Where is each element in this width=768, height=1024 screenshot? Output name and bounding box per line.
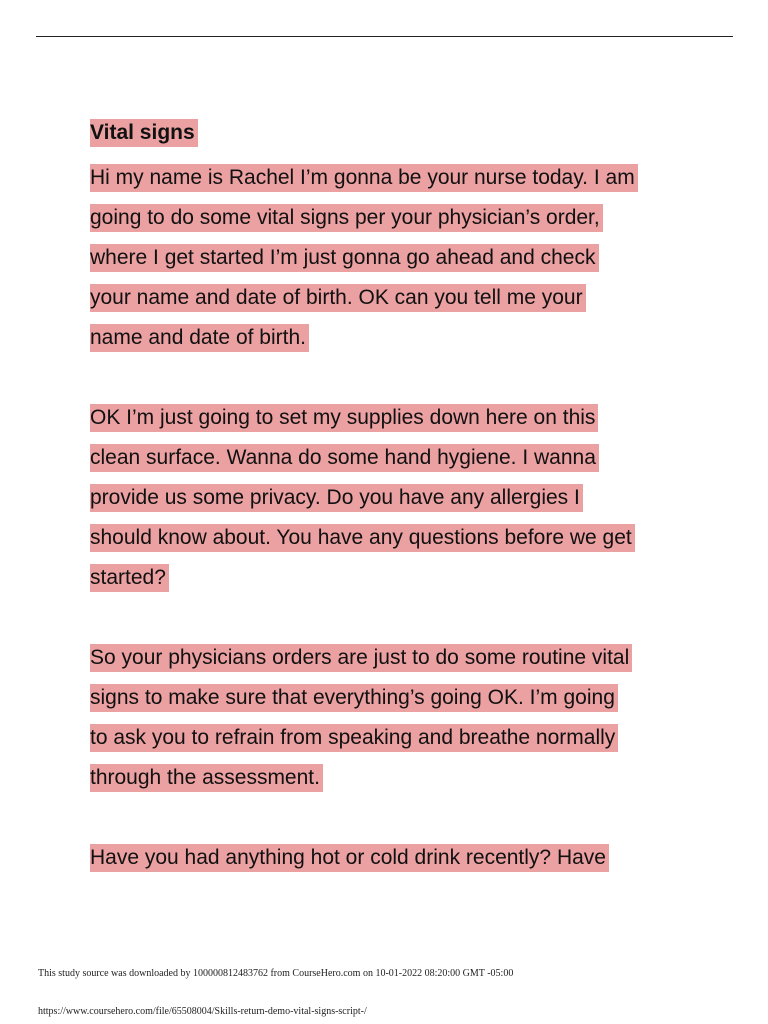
- paragraph-line: [90, 198, 690, 238]
- paragraph-line: [90, 678, 690, 718]
- highlighted-text: signs to make sure that everything’s going OK. I’m going: [90, 684, 618, 712]
- highlighted-text: should know about. You have any questions before we get: [90, 524, 635, 552]
- paragraph-line: [90, 758, 690, 798]
- paragraph-line: [90, 318, 690, 358]
- top-rule: [36, 36, 733, 37]
- paragraph-4: [90, 838, 690, 878]
- paragraph-line: [90, 718, 690, 758]
- highlighted-text: going to do some vital signs per your physician’s order,: [90, 204, 603, 232]
- download-source-note: This study source was downloaded by 100000812483762 from CourseHero.com on 10-01-2022 08:20:00 GMT -05:00: [38, 968, 514, 979]
- highlighted-text: Have you had anything hot or cold drink recently? Have: [90, 844, 609, 872]
- highlighted-text: clean surface. Wanna do some hand hygiene. I wanna: [90, 444, 599, 472]
- document-title: [90, 116, 690, 150]
- highlighted-text: where I get started I’m just gonna go ahead and check: [90, 244, 599, 272]
- paragraph-3: [90, 638, 690, 798]
- paragraph-line: [90, 438, 690, 478]
- paragraph-line: [90, 838, 690, 878]
- paragraph-line: [90, 398, 690, 438]
- highlighted-text: started?: [90, 564, 169, 592]
- paragraph-line: [90, 238, 690, 278]
- highlighted-text: OK I’m just going to set my supplies down here on this: [90, 404, 598, 432]
- highlighted-text: name and date of birth.: [90, 324, 309, 352]
- highlighted-text: to ask you to refrain from speaking and breathe normally: [90, 724, 618, 752]
- highlighted-text: So your physicians orders are just to do some routine vital: [90, 644, 632, 672]
- highlighted-text: your name and date of birth. OK can you tell me your: [90, 284, 586, 312]
- paragraph-line: [90, 158, 690, 198]
- paragraph-line: [90, 278, 690, 318]
- title-highlight: Vital signs: [90, 119, 198, 147]
- paragraph-line: [90, 558, 690, 598]
- paragraph-2: [90, 398, 690, 598]
- paragraph-line: [90, 518, 690, 558]
- highlighted-text: through the assessment.: [90, 764, 323, 792]
- source-url: https://www.coursehero.com/file/65508004/Skills-return-demo-vital-signs-script-/: [38, 1006, 367, 1017]
- paragraph-line: [90, 638, 690, 678]
- highlighted-text: provide us some privacy. Do you have any allergies I: [90, 484, 583, 512]
- paragraph-1: [90, 158, 690, 358]
- paragraph-line: [90, 478, 690, 518]
- document-body: [90, 116, 690, 918]
- highlighted-text: Hi my name is Rachel I’m gonna be your nurse today. I am: [90, 164, 638, 192]
